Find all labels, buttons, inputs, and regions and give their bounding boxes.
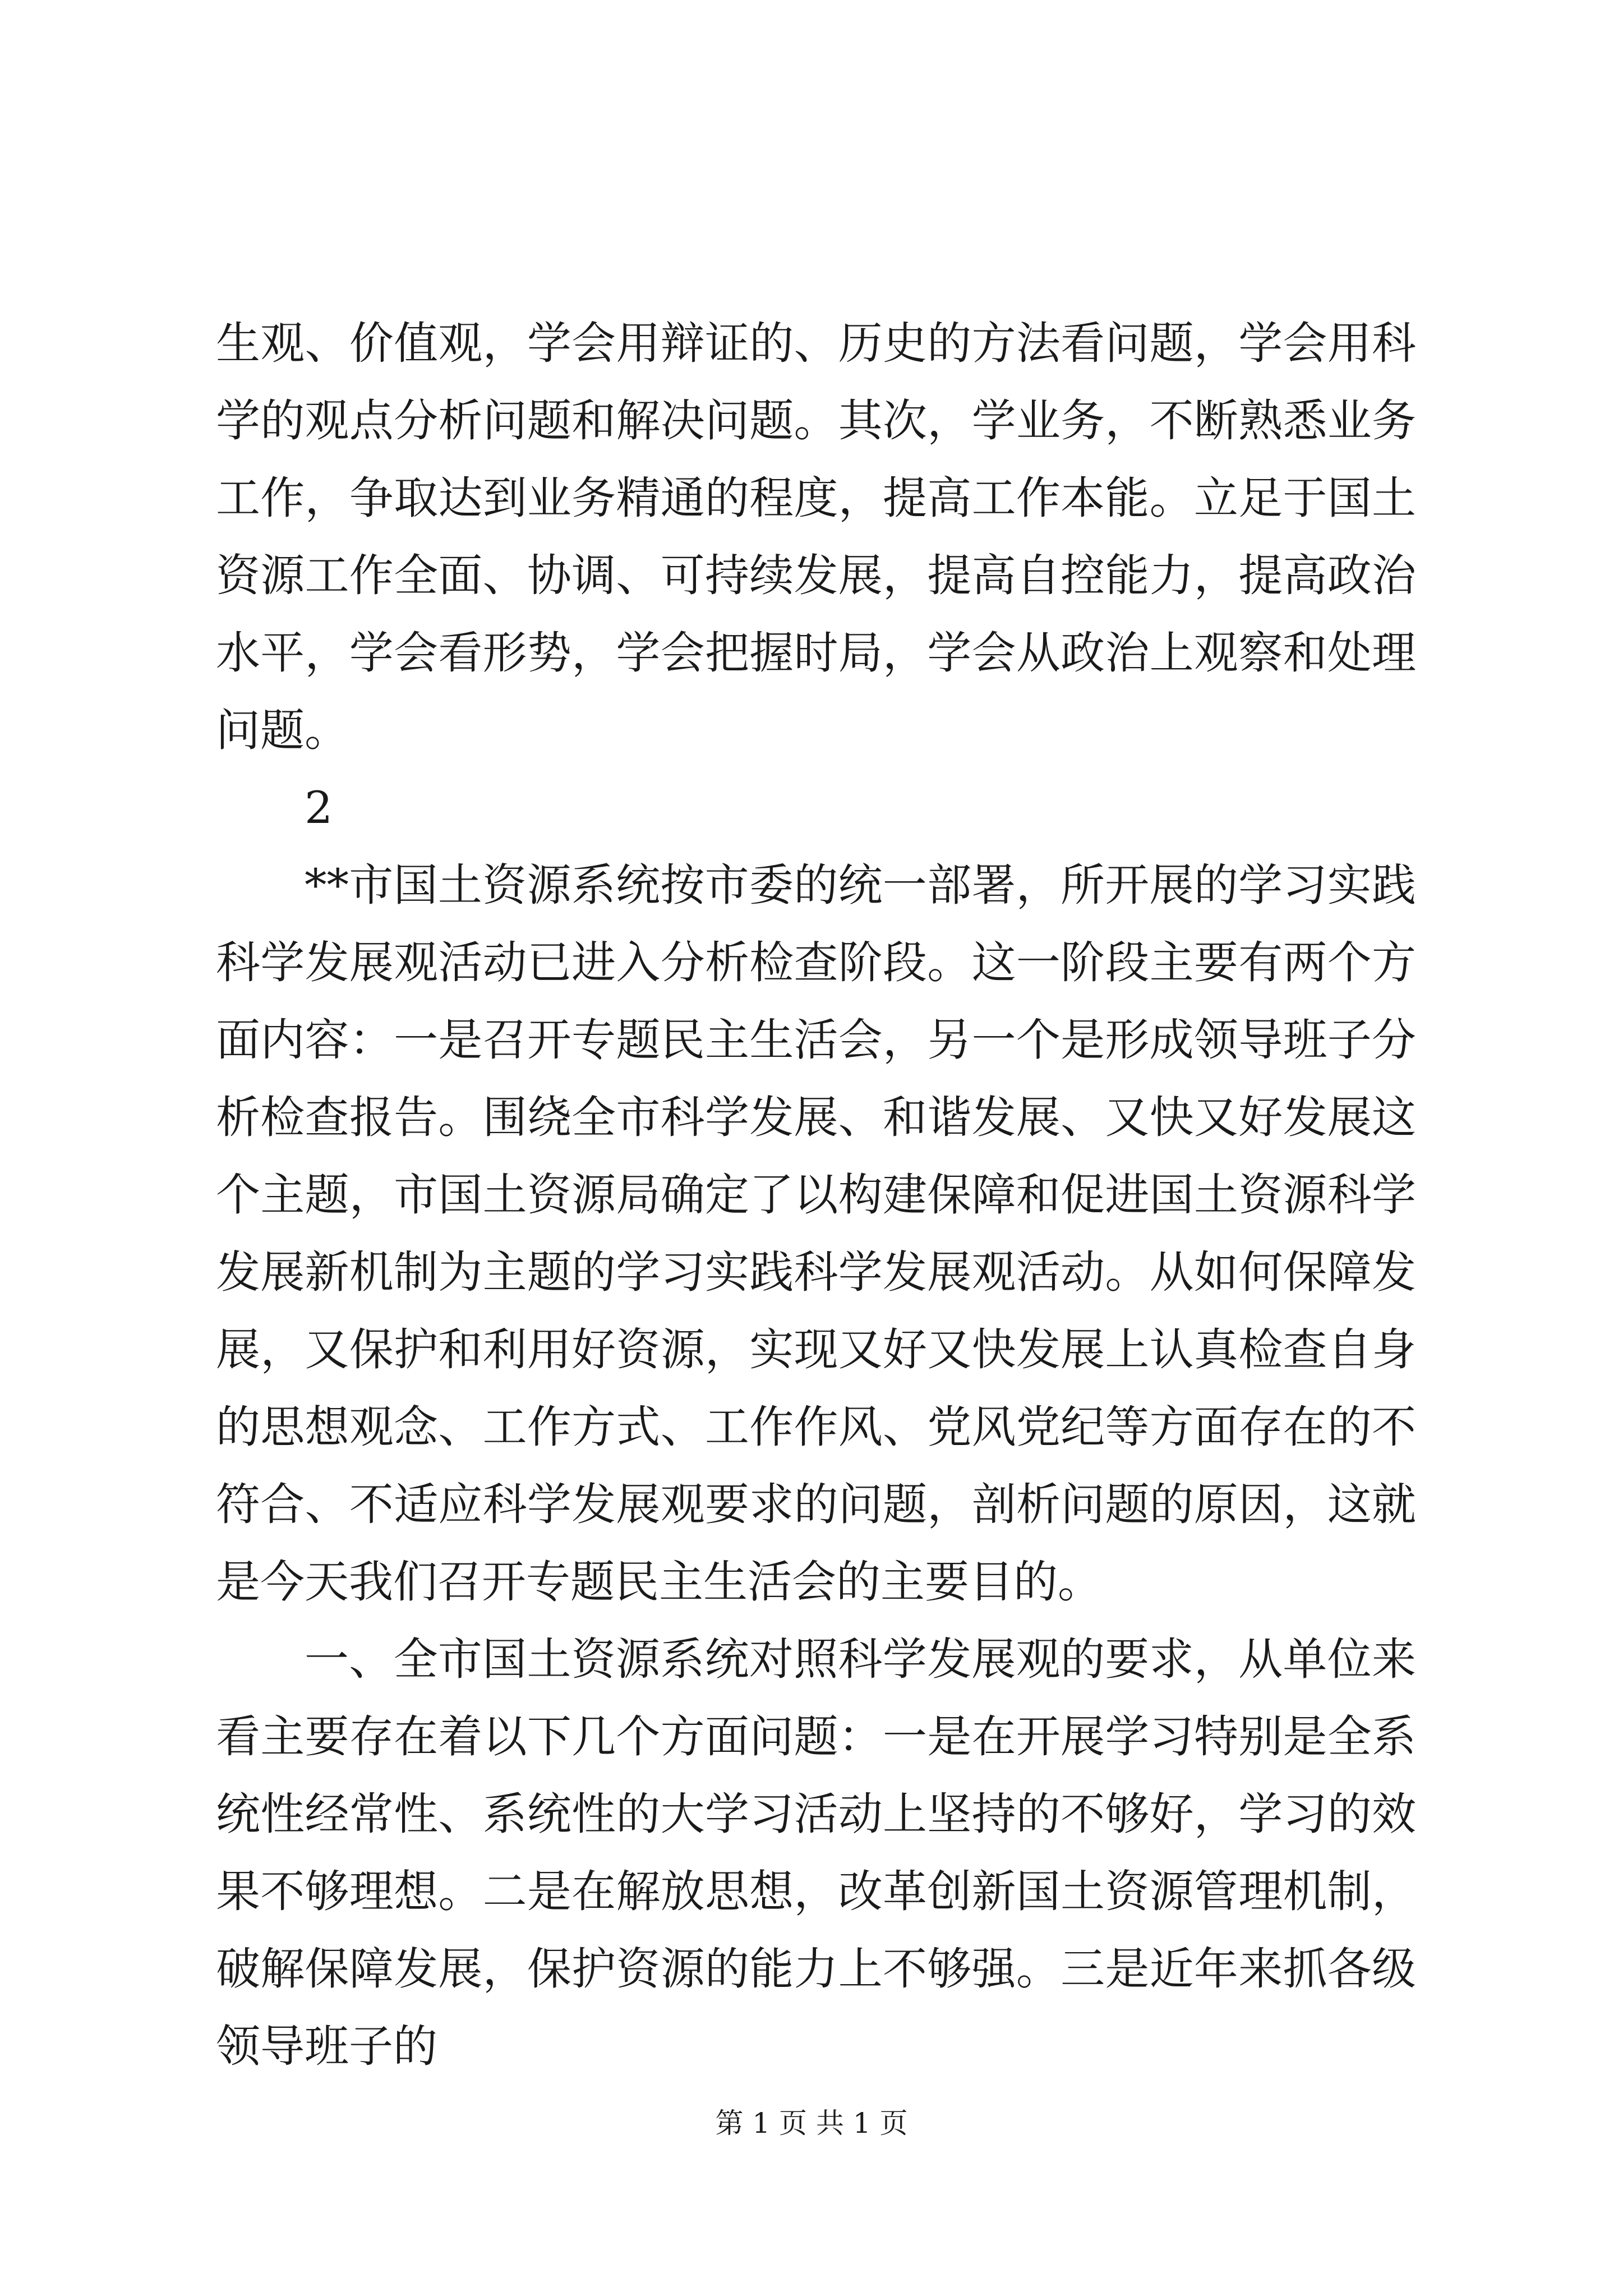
section-number: 2 xyxy=(305,782,333,834)
page-footer: 第 1 页 共 1 页 xyxy=(715,2107,908,2139)
paragraph-problems: 一、全市国土资源系统对照科学发展观的要求，从单位来看主要存在着以下几个方面问题：一是在开展学习特别是全系统性经常性、系统性的大学习活动上坚持的不够好，学习的效果不够理想。二是在解放思想，改革创新国土资源管理机制，破解保障发展，保护资源的能力上不够强。三是近年来抓各级领导班子的 xyxy=(216,1634,1416,2072)
paragraph-intro: **市国土资源系统按市委的统一部署，所开展的学习实践科学发展观活动已进入分析检查阶段。这一阶段主要有两个方面内容：一是召开专题民主生活会，另一个是形成领导班子分析检查报告。围绕全市科学发展、和谐发展、又快又好发展这个主题，市国土资源局确定了以构建保障和促进国土资源科学发展新机制为主题的学习实践科学发展观活动。从如何保障发展，又保护和利用好资源，实现又好又快发展上认真检查自身的思想观念、工作方式、工作作风、党风党纪等方面存在的不符合、不适应科学发展观要求的问题，剖析问题的原因，这就是今天我们召开专题民主生活会的主要目的。 xyxy=(216,859,1416,1608)
paragraph-continued: 生观、价值观，学会用辩证的、历史的方法看问题，学会用科学的观点分析问题和解决问题。其次，学业务，不断熟悉业务工作，争取达到业务精通的程度，提高工作本能。立足于国土资源工作全面、协调、可持续发展，提高自控能力，提高政治水平，学会看形势，学会把握时局，学会从政治上观察和处理问题。 xyxy=(216,318,1416,756)
document-body xyxy=(216,305,1416,2085)
